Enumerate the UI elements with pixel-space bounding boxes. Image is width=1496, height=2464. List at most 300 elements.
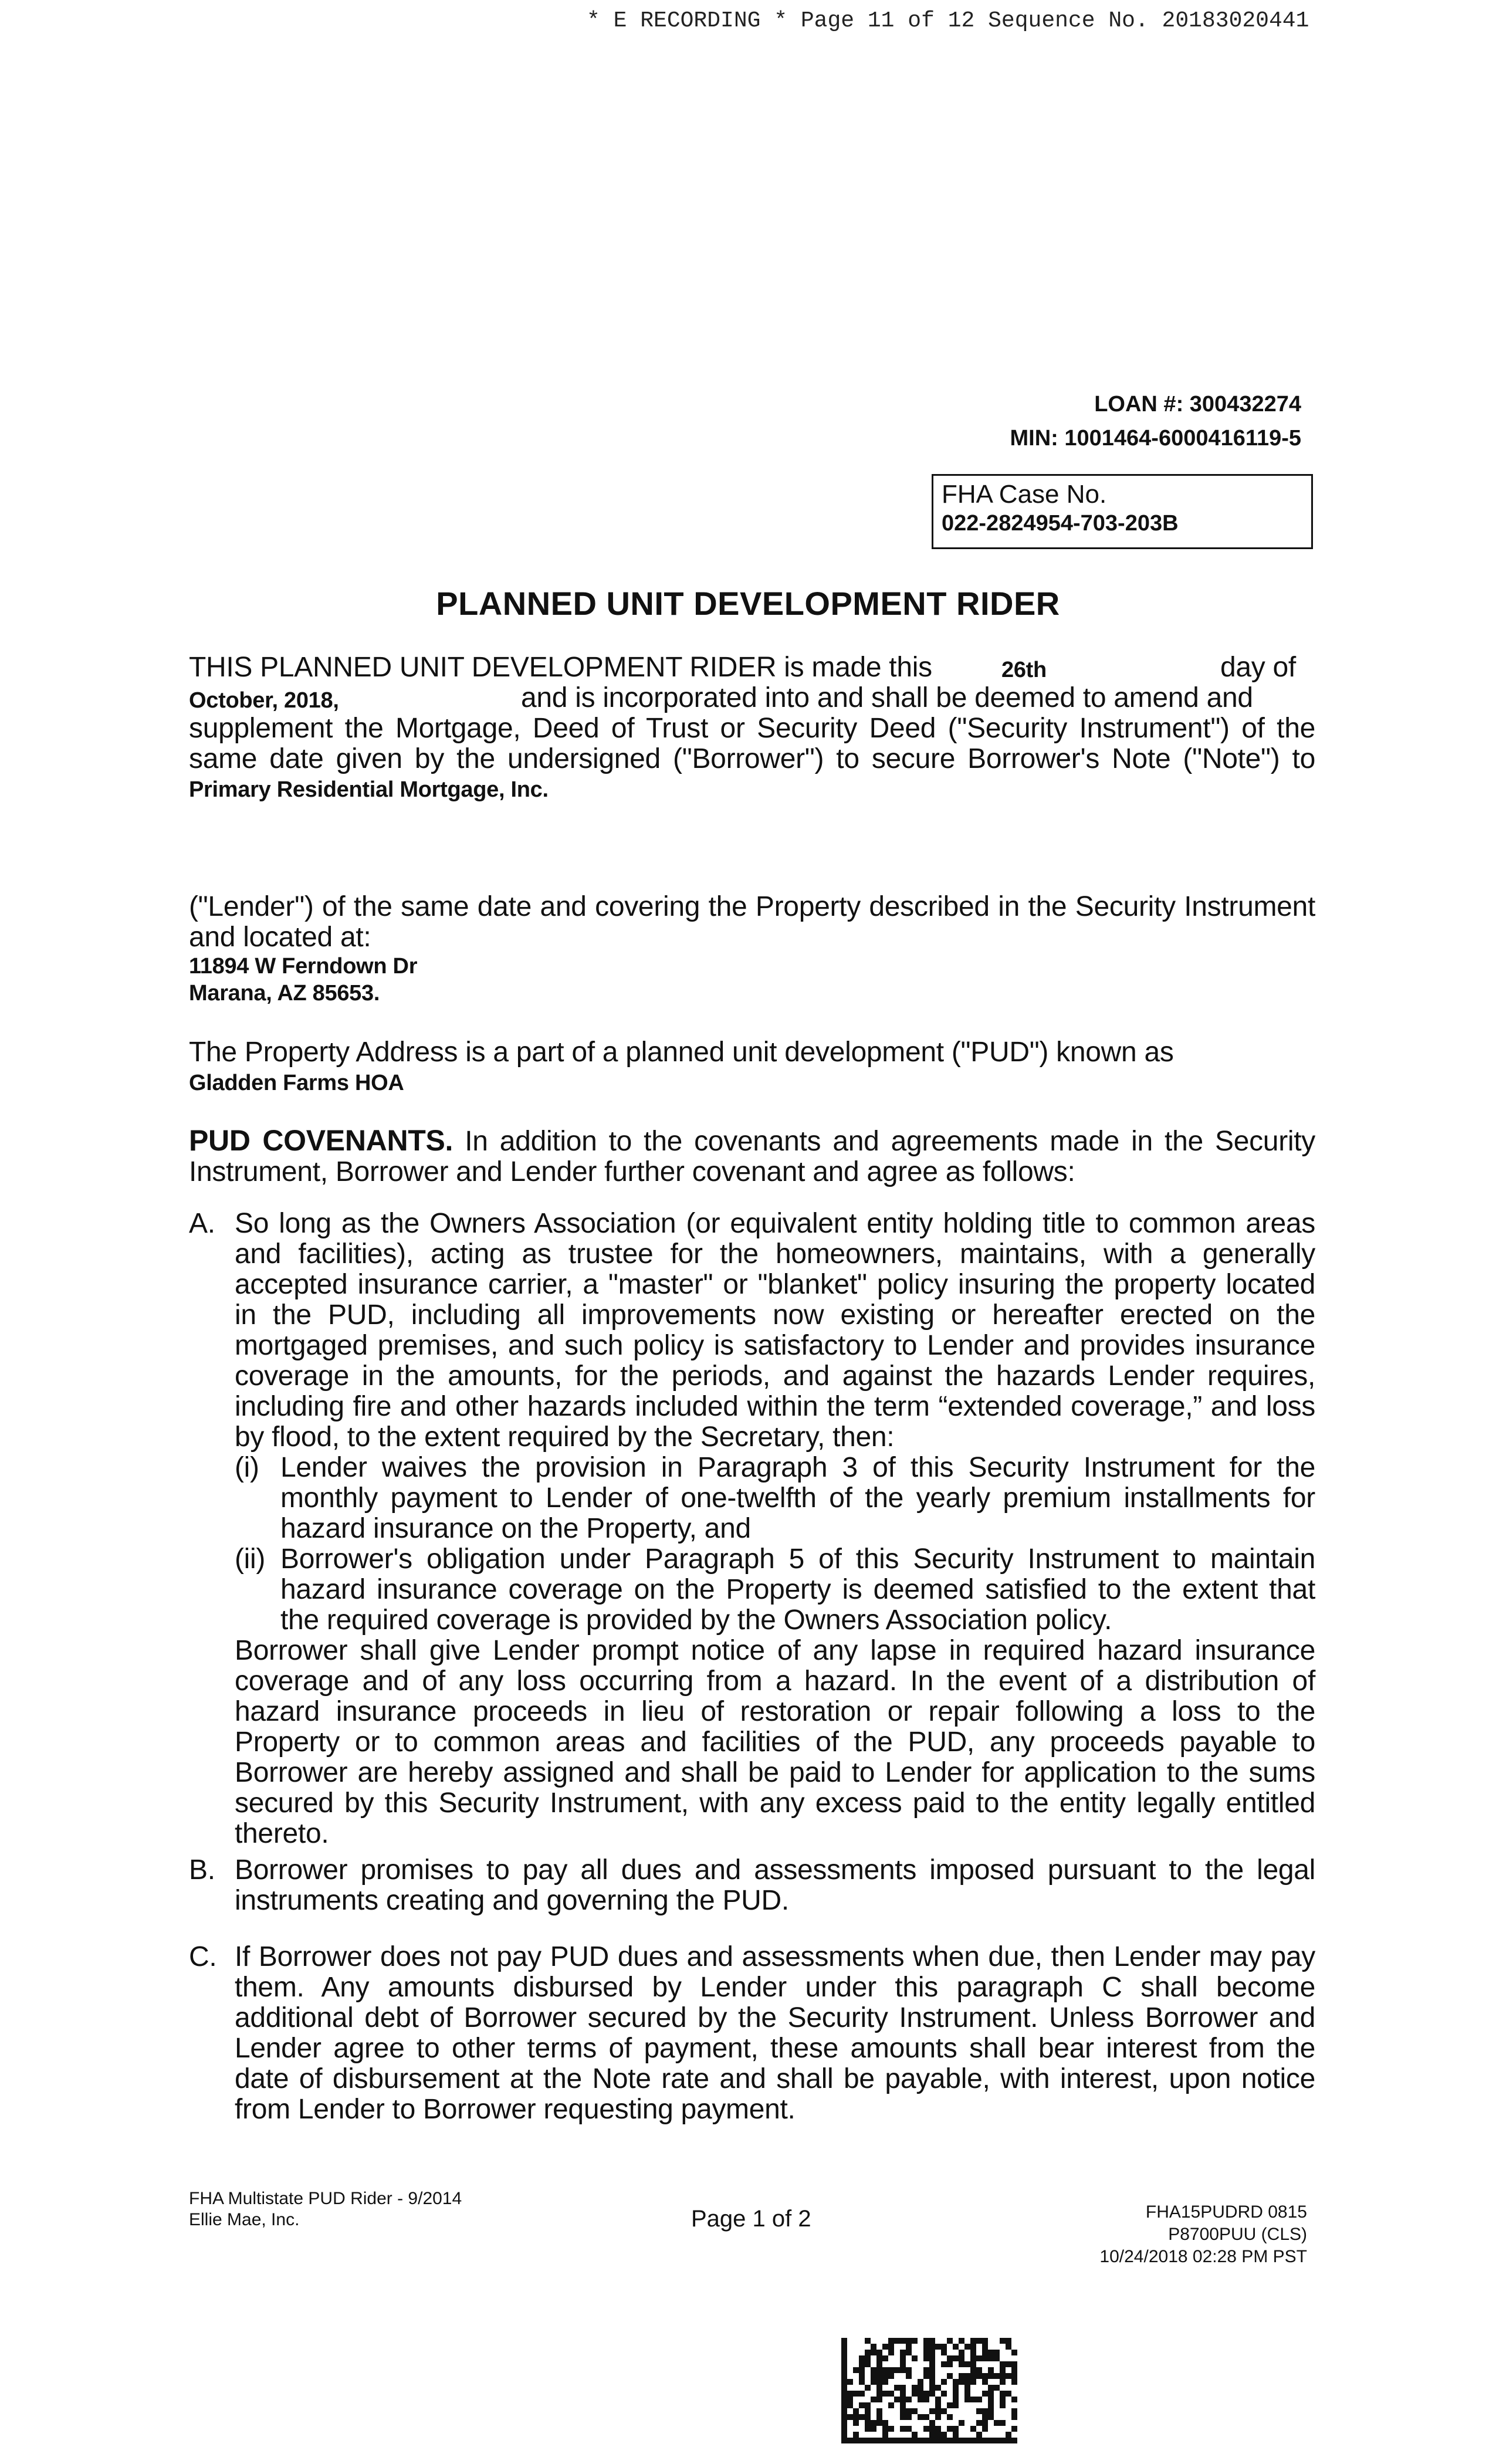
barcode-module (900, 2397, 906, 2402)
loan-number: 300432274 (1189, 392, 1301, 417)
barcode-module (929, 2355, 935, 2361)
covenant-a-sub-i (235, 1453, 1315, 1544)
barcode-module (912, 2408, 918, 2414)
barcode-module (929, 2338, 935, 2344)
loan-label: LOAN #: (1094, 392, 1184, 417)
covenant-a-text: So long as the Owners Association (or equivalent entity holding title to common areas and facilities), acting as trustee for the homeowners, maintains, with a generally accepted insurance carrier, a "master" or "blanket" policy insuring the property located in the PUD, including all improvements now existing or hereafter erected on the mortgaged premises, and such policy is satisfactory to Lender and provides insurance coverage in the amounts, for the periods, and against the hazards Lender requires, including fire and other hazards included within the term “extended coverage,” and loss by flood, to the extent required by the Secretary, then: (235, 1208, 1315, 1453)
barcode-module (894, 2385, 900, 2391)
barcode-module (918, 2414, 923, 2420)
barcode-module (923, 2344, 929, 2350)
barcode-module (841, 2414, 847, 2420)
barcode-module (841, 2408, 847, 2414)
recording-header: * E RECORDING * Page 11 of 12 Sequence No. 20183020441 (587, 8, 1309, 33)
barcode-module (976, 2355, 982, 2361)
barcode-module (988, 2350, 994, 2355)
barcode-module (876, 2373, 882, 2379)
barcode-module (900, 2438, 906, 2443)
barcode-module (976, 2438, 982, 2443)
barcode-module (1000, 2373, 1006, 2379)
barcode-module (871, 2344, 876, 2350)
barcode-module (929, 2350, 935, 2355)
barcode-module (923, 2397, 929, 2402)
barcode-module (1011, 2373, 1017, 2379)
barcode-module (841, 2385, 847, 2391)
barcode-module (865, 2438, 871, 2443)
covenant-c-mark: C. (189, 1941, 217, 1972)
barcode-module (1000, 2379, 1006, 2385)
barcode-module (982, 2420, 988, 2426)
barcode-module (929, 2379, 935, 2385)
barcode-module (882, 2355, 888, 2361)
barcode-module (982, 2391, 988, 2397)
barcode-module (982, 2426, 988, 2432)
barcode-module (1011, 2397, 1017, 2402)
barcode-module (871, 2367, 876, 2373)
barcode-module (953, 2397, 959, 2402)
barcode-module (1011, 2350, 1017, 2355)
barcode-module (976, 2420, 982, 2426)
property-paragraph (189, 1037, 1315, 1098)
barcode-module (888, 2438, 894, 2443)
barcode-module (1006, 2391, 1011, 2397)
barcode-module (1006, 2432, 1011, 2438)
barcode-module (918, 2397, 923, 2402)
barcode-module (1000, 2402, 1006, 2408)
barcode-module (929, 2438, 935, 2443)
barcode-module (970, 2379, 976, 2385)
barcode-module (982, 2379, 988, 2385)
barcode-module (994, 2355, 1000, 2361)
barcode-module (929, 2367, 935, 2373)
covenant-a-sub-i-text: Lender waives the provision in Paragraph 3 of this Security Instrument for the monthly payment to Lender of one-twelfth of the yearly premium installments for hazard insurance on the Property, and (280, 1452, 1315, 1544)
lender-paragraph-text: ("Lender") of the same date and covering the Property described in the Security Instrument and located at: (189, 891, 1315, 953)
footer-codes (1099, 2201, 1307, 2268)
covenant-a-sub-ii-text: Borrower's obligation under Paragraph 5 of this Security Instrument to maintain hazard insurance coverage on the Property is deemed satisfied to the extent that the required coverage is provided by the Owners Association policy. (280, 1544, 1315, 1636)
min-label: MIN: (1010, 426, 1058, 451)
barcode-module (923, 2438, 929, 2443)
barcode-module (994, 2350, 1000, 2355)
barcode-module (935, 2385, 941, 2391)
barcode-module (841, 2355, 847, 2361)
barcode-module (970, 2373, 976, 2379)
barcode-module (853, 2391, 859, 2397)
barcode-module (882, 2391, 888, 2397)
barcode-module (988, 2397, 994, 2402)
barcode-module (876, 2355, 882, 2361)
barcode-module (953, 2391, 959, 2397)
barcode-module (935, 2432, 941, 2438)
intro-day: 26th (1001, 658, 1047, 682)
covenant-a-sub-i-mark: (i) (235, 1452, 259, 1483)
barcode-module (894, 2367, 900, 2373)
barcode-module (982, 2414, 988, 2420)
barcode-module (953, 2344, 959, 2350)
barcode-module (947, 2438, 953, 2443)
barcode-module (841, 2338, 847, 2344)
barcode-module (935, 2344, 941, 2350)
barcode-module (982, 2344, 988, 2350)
barcode-module (912, 2438, 918, 2443)
barcode-module (912, 2432, 918, 2438)
barcode-module (988, 2414, 994, 2420)
covenant-a-sub-ii-mark: (ii) (235, 1544, 266, 1575)
barcode-module (918, 2379, 923, 2385)
barcode-module (859, 2414, 865, 2420)
pud-covenants-heading: PUD COVENANTS. (189, 1124, 453, 1157)
footer-code2: P8700PUU (CLS) (1168, 2225, 1307, 2244)
covenant-b-mark: B. (189, 1854, 215, 1886)
barcode-module (923, 2426, 929, 2432)
barcode-module (853, 2414, 859, 2420)
footer-publisher: Ellie Mae, Inc. (189, 2210, 300, 2229)
barcode-module (900, 2414, 906, 2420)
barcode-module (947, 2338, 953, 2344)
barcode-module (847, 2402, 853, 2408)
loan-number-row (1010, 387, 1302, 421)
barcode-module (906, 2373, 912, 2379)
pud-covenants-paragraph (189, 1125, 1315, 1187)
barcode-module (988, 2438, 994, 2443)
barcode-module (959, 2355, 964, 2361)
barcode-module (865, 2361, 871, 2367)
barcode-module (841, 2344, 847, 2350)
barcode-module (882, 2438, 888, 2443)
footer-form-name: FHA Multistate PUD Rider - 9/2014 (189, 2189, 462, 2208)
barcode-module (1006, 2438, 1011, 2443)
barcode-module (853, 2432, 859, 2438)
fha-case-box (932, 474, 1313, 549)
barcode-module (841, 2391, 847, 2397)
barcode-module (947, 2361, 953, 2367)
barcode-module (988, 2391, 994, 2397)
barcode-module (994, 2385, 1000, 2391)
barcode-module (888, 2373, 894, 2379)
barcode-module (841, 2438, 847, 2443)
barcode-module (865, 2350, 871, 2355)
covenant-c (189, 1942, 1315, 2125)
barcode-2d (841, 2338, 1017, 2443)
barcode-module (1000, 2361, 1006, 2367)
barcode-module (959, 2438, 964, 2443)
barcode-module (876, 2361, 882, 2367)
barcode-module (976, 2397, 982, 2402)
barcode-module (912, 2385, 918, 2391)
barcode-module (841, 2373, 847, 2379)
barcode-module (970, 2426, 976, 2432)
barcode-module (918, 2438, 923, 2443)
covenant-c-text: If Borrower does not pay PUD dues and assessments when due, then Lender may pay them. Any amounts disbursed by Lender under this paragraph C shall become additional debt of Borrower secured by the Security Instrument. Unless Borrower and Lender agree to other terms of payment, these amounts shall bear interest from the date of disbursement at the Note rate and shall be payable, with interest, upon notice from Lender to Borrower requesting payment. (235, 1941, 1315, 2125)
barcode-module (841, 2432, 847, 2438)
barcode-module (970, 2397, 976, 2402)
barcode-module (900, 2355, 906, 2361)
barcode-module (959, 2373, 964, 2379)
barcode-module (900, 2338, 906, 2344)
barcode-module (882, 2420, 888, 2426)
barcode-module (900, 2385, 906, 2391)
barcode-module (941, 2350, 947, 2355)
barcode-module (853, 2367, 859, 2373)
covenant-a-tail: Borrower shall give Lender prompt notice of any lapse in required hazard insurance coverage and of any loss occurring from a hazard. In the event of a distribution of hazard insurance proceeds in lieu of restoration or repair following a loss to the Property or to common areas and facilities of the PUD, any proceeds payable to Borrower are hereby assigned and shall be paid to Lender for application to the sums secured by this Security Instrument, with any excess paid to the entity legally entitled thereto. (235, 1635, 1315, 1849)
barcode-module (947, 2426, 953, 2432)
barcode-module (929, 2344, 935, 2350)
barcode-module (871, 2426, 876, 2432)
barcode-module (964, 2373, 970, 2379)
barcode-module (935, 2438, 941, 2443)
barcode-module (988, 2385, 994, 2391)
lender-name: Primary Residential Mortgage, Inc. (189, 777, 549, 802)
barcode-module (935, 2408, 941, 2414)
barcode-module (841, 2350, 847, 2355)
barcode-module (912, 2355, 918, 2361)
barcode-module (982, 2350, 988, 2355)
barcode-module (982, 2438, 988, 2443)
barcode-module (1006, 2338, 1011, 2344)
barcode-module (970, 2355, 976, 2361)
barcode-module (900, 2367, 906, 2373)
barcode-module (894, 2438, 900, 2443)
barcode-module (923, 2414, 929, 2420)
covenant-b (189, 1855, 1315, 1916)
barcode-module (929, 2361, 935, 2367)
pud-covenants-text: In addition to the covenants and agreements made in the Security Instrument, Borrower and Lender further covenant and agree as follows: (189, 1126, 1315, 1187)
property-address-line1: 11894 W Ferndown Dr (189, 954, 418, 979)
barcode-module (876, 2408, 882, 2414)
barcode-module (876, 2350, 882, 2355)
barcode-module (923, 2391, 929, 2397)
barcode-module (876, 2385, 882, 2391)
barcode-module (970, 2361, 976, 2367)
barcode-module (865, 2402, 871, 2408)
barcode-module (871, 2397, 876, 2402)
barcode-module (859, 2402, 865, 2408)
barcode-module (876, 2367, 882, 2373)
barcode-module (1011, 2367, 1017, 2373)
barcode-module (853, 2420, 859, 2426)
barcode-module (982, 2355, 988, 2361)
barcode-module (959, 2350, 964, 2355)
covenant-a-mark: A. (189, 1208, 215, 1239)
barcode-module (941, 2379, 947, 2385)
barcode-module (841, 2379, 847, 2385)
barcode-module (970, 2350, 976, 2355)
barcode-module (888, 2338, 894, 2344)
barcode-module (859, 2373, 865, 2379)
barcode-module (964, 2385, 970, 2391)
barcode-module (994, 2420, 1000, 2426)
barcode-module (1011, 2408, 1017, 2414)
intro-line2: and is incorporated into and shall be deemed to amend and (521, 682, 1253, 713)
barcode-module (882, 2379, 888, 2385)
barcode-module (923, 2367, 929, 2373)
barcode-module (888, 2426, 894, 2432)
barcode-module (906, 2408, 912, 2414)
barcode-module (1011, 2426, 1017, 2432)
barcode-module (841, 2426, 847, 2432)
barcode-module (900, 2361, 906, 2367)
covenant-a-sub-ii (235, 1544, 1315, 1636)
barcode-module (900, 2408, 906, 2414)
intro-line4: same date given by the undersigned ("Borrower") to secure Borrower's Note ("Note") to (189, 743, 1315, 774)
barcode-module (906, 2338, 912, 2344)
barcode-module (976, 2367, 982, 2373)
barcode-module (847, 2438, 853, 2443)
footer-timestamp: 10/24/2018 02:28 PM PST (1099, 2247, 1307, 2266)
barcode-module (970, 2338, 976, 2344)
barcode-module (970, 2344, 976, 2350)
barcode-module (882, 2367, 888, 2373)
barcode-module (941, 2432, 947, 2438)
barcode-module (1006, 2373, 1011, 2379)
barcode-module (859, 2438, 865, 2443)
barcode-module (865, 2426, 871, 2432)
barcode-module (982, 2408, 988, 2414)
barcode-module (970, 2438, 976, 2443)
barcode-module (929, 2391, 935, 2397)
barcode-module (953, 2426, 959, 2432)
barcode-module (865, 2420, 871, 2426)
barcode-module (900, 2402, 906, 2408)
property-paragraph-text: The Property Address is a part of a planned unit development ("PUD") known as (189, 1037, 1174, 1068)
document-title: PLANNED UNIT DEVELOPMENT RIDER (436, 585, 1060, 622)
barcode-module (865, 2355, 871, 2361)
barcode-module (882, 2432, 888, 2438)
barcode-module (982, 2338, 988, 2344)
barcode-module (935, 2402, 941, 2408)
barcode-module (900, 2350, 906, 2355)
barcode-module (900, 2426, 906, 2432)
barcode-module (964, 2391, 970, 2397)
barcode-module (923, 2350, 929, 2355)
barcode-module (853, 2438, 859, 2443)
barcode-module (941, 2361, 947, 2367)
barcode-module (888, 2391, 894, 2397)
pud-name: Gladden Farms HOA (189, 1071, 404, 1095)
barcode-module (935, 2397, 941, 2402)
barcode-module (1000, 2367, 1006, 2373)
covenant-b-text: Borrower promises to pay all dues and assessments imposed pursuant to the legal instruments creating and governing the PUD. (235, 1854, 1315, 1916)
barcode-module (876, 2438, 882, 2443)
barcode-module (1011, 2361, 1017, 2367)
barcode-module (959, 2338, 964, 2344)
footer-form-info (189, 2188, 462, 2231)
barcode-module (941, 2391, 947, 2397)
barcode-module (964, 2379, 970, 2385)
barcode-module (888, 2344, 894, 2350)
intro-lead: THIS PLANNED UNIT DEVELOPMENT RIDER is made this (189, 652, 932, 683)
barcode-module (876, 2397, 882, 2402)
barcode-module (953, 2438, 959, 2443)
barcode-module (906, 2344, 912, 2350)
barcode-module (935, 2414, 941, 2420)
barcode-module (841, 2361, 847, 2367)
barcode-module (1000, 2391, 1006, 2397)
barcode-module (923, 2355, 929, 2361)
barcode-module (1000, 2397, 1006, 2402)
barcode-module (976, 2432, 982, 2438)
barcode-module (947, 2373, 953, 2379)
barcode-module (906, 2350, 912, 2355)
barcode-module (964, 2438, 970, 2443)
barcode-module (982, 2373, 988, 2379)
lender-paragraph (189, 892, 1315, 1007)
barcode-module (1006, 2344, 1011, 2350)
barcode-module (888, 2350, 894, 2355)
barcode-module (888, 2402, 894, 2408)
barcode-module (871, 2379, 876, 2385)
intro-date: October, 2018, (189, 688, 339, 713)
barcode-module (871, 2420, 876, 2426)
min-number: 1001464-6000416119-5 (1064, 426, 1301, 451)
barcode-module (929, 2432, 935, 2438)
barcode-module (859, 2391, 865, 2397)
barcode-module (900, 2391, 906, 2397)
barcode-module (953, 2379, 959, 2385)
barcode-module (947, 2402, 953, 2408)
barcode-module (865, 2414, 871, 2420)
barcode-module (929, 2426, 935, 2432)
barcode-module (953, 2385, 959, 2391)
barcode-module (994, 2373, 1000, 2379)
barcode-module (847, 2391, 853, 2397)
barcode-module (964, 2361, 970, 2367)
barcode-module (941, 2344, 947, 2350)
barcode-module (953, 2432, 959, 2438)
barcode-module (847, 2397, 853, 2402)
footer-page-number: Page 1 of 2 (691, 2206, 811, 2232)
barcode-module (959, 2361, 964, 2367)
barcode-module (976, 2373, 982, 2379)
barcode-module (941, 2408, 947, 2414)
barcode-module (918, 2391, 923, 2397)
barcode-module (1011, 2438, 1017, 2443)
barcode-module (882, 2373, 888, 2379)
barcode-module (929, 2373, 935, 2379)
barcode-module (959, 2379, 964, 2385)
barcode-module (871, 2350, 876, 2355)
barcode-module (876, 2414, 882, 2420)
barcode-module (906, 2367, 912, 2373)
barcode-module (906, 2414, 912, 2420)
barcode-module (970, 2367, 976, 2373)
barcode-module (876, 2420, 882, 2426)
barcode-module (859, 2355, 865, 2361)
barcode-module (953, 2402, 959, 2408)
barcode-module (871, 2373, 876, 2379)
barcode-module (947, 2414, 953, 2420)
covenant-a (189, 1209, 1315, 1849)
barcode-module (859, 2367, 865, 2373)
barcode-module (929, 2420, 935, 2426)
barcode-module (859, 2379, 865, 2385)
intro-day-of: day of (1220, 652, 1296, 683)
intro-paragraph (189, 652, 1315, 805)
barcode-module (988, 2355, 994, 2361)
barcode-module (894, 2397, 900, 2402)
barcode-module (859, 2361, 865, 2367)
barcode-module (841, 2367, 847, 2373)
barcode-module (876, 2391, 882, 2397)
barcode-module (906, 2397, 912, 2402)
barcode-module (929, 2385, 935, 2391)
barcode-module (1006, 2361, 1011, 2367)
barcode-module (959, 2420, 964, 2426)
barcode-module (847, 2414, 853, 2420)
barcode-module (888, 2367, 894, 2373)
barcode-module (865, 2338, 871, 2344)
loan-info (1010, 387, 1302, 455)
barcode-module (882, 2426, 888, 2432)
fha-case-label: FHA Case No. (942, 480, 1107, 509)
